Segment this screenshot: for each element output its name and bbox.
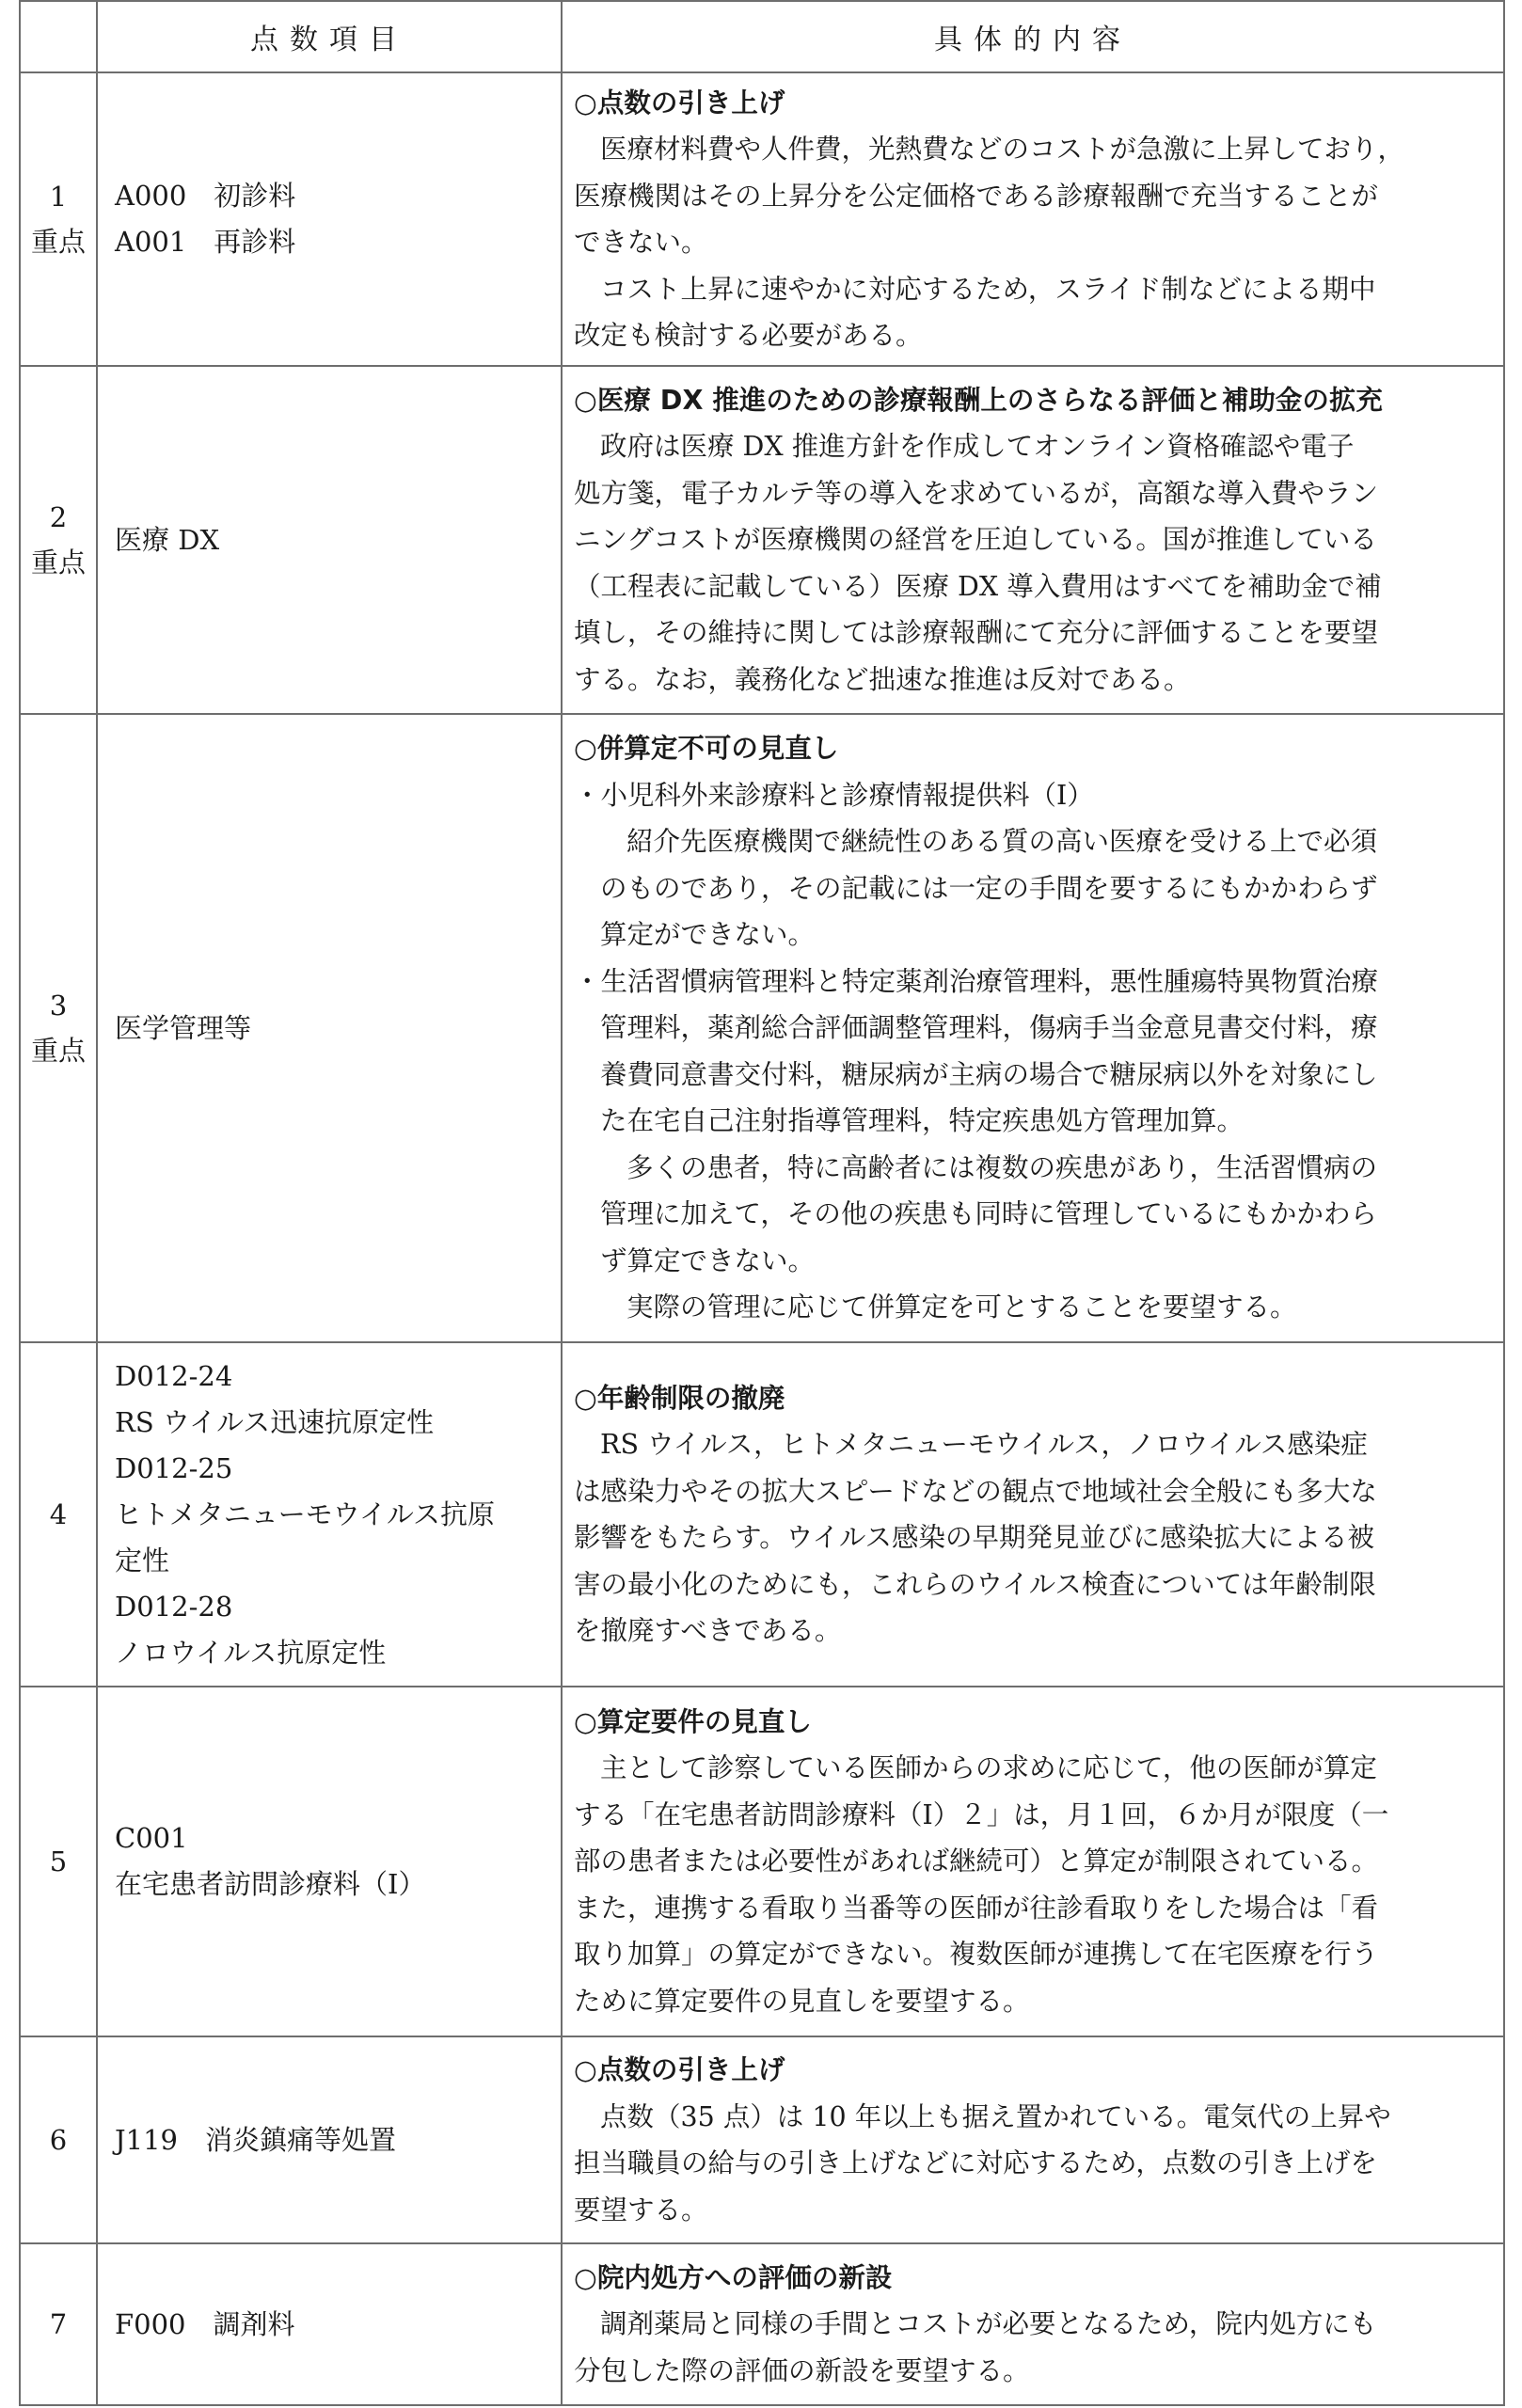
content-line: 医療材料費や人件費，光熱費などのコストが急激に上昇しており， [600,134,1405,165]
content-heading: ○点数の引き上げ [574,87,785,119]
content-line: 取り加算」の算定ができない。複数医師が連携して在宅医療を行う [574,1939,1379,1971]
content-heading: ○年齢制限の撤廃 [574,1382,785,1414]
content-heading: ○医療 DX 推進のための診療報酬上のさらなる評価と補助金の拡充 [574,384,1383,416]
header-no [20,1,97,72]
table-row [20,366,1504,714]
row-number-cell [20,72,97,366]
content-cell [562,714,1504,1342]
content-line: ために算定要件の見直しを要望する。 [574,1985,1030,2017]
row-number-cell [20,1687,97,2036]
content-cell [562,366,1504,714]
content-line: 算定ができない。 [600,919,816,951]
priority-label: 重点 [30,1035,86,1067]
item-cell [97,2243,562,2405]
item-cell [97,366,562,714]
row-number: 1 [49,181,68,213]
content-line: 処方箋，電子カルテ等の導入を求めているが，高額な導入費やラン [574,477,1379,509]
item-line: 医療 DX [115,523,220,556]
content-line: 管理料，薬剤総合評価調整管理料，傷病手当金意見書交付料，療 [600,1012,1378,1044]
table-row [20,2243,1504,2405]
row-number-cell [20,2243,97,2405]
item-line: 医学管理等 [115,1011,252,1044]
item-line: J119 消炎鎮痛等処置 [115,2123,396,2156]
item-cell [97,2036,562,2243]
content-line: 医療機関はその上昇分を公定価格である診療報酬で充当することが [574,180,1379,212]
item-cell [97,72,562,366]
row-number-cell [20,366,97,714]
content-line: 実際の管理に応じて併算定を可とすることを要望する。 [626,1291,1297,1323]
content-line: は感染力やその拡大スピードなどの観点で地域社会全般にも多大な [574,1475,1377,1507]
item-cell [97,714,562,1342]
content-line: のものであり，その記載には一定の手間を要するにもかかわらず [600,872,1378,904]
row-number: 7 [49,2308,68,2340]
item-line: A000 初診料 [115,180,296,212]
row-number: 3 [49,990,68,1022]
row-number: 4 [49,1498,68,1530]
table-row [20,1687,1504,2036]
content-heading: ○院内処方への評価の新設 [574,2261,893,2293]
content-heading: ○併算定不可の見直し [574,733,839,765]
item-line: ヒトメタニューモウイルス抗原 [115,1497,495,1530]
row-number: 5 [49,1846,68,1877]
content-line: （工程表に記載している）医療 DX 導入費用はすべてを補助金で補 [574,570,1382,602]
header-row [20,1,1504,72]
content-line: 要望する。 [574,2194,708,2226]
content-line: する。なお，義務化など拙速な推進は反対である。 [574,663,1191,695]
row-number-cell [20,714,97,1342]
row-number: 6 [49,2124,68,2156]
item-line: D012-25 [115,1451,233,1484]
content-line: 調剤薬局と同様の手間とコストが必要となるため，院内処方にも [600,2308,1377,2340]
content-heading: ○算定要件の見直し [574,1705,812,1737]
requests-table [19,0,1505,2406]
content-line: を撤廃すべきである。 [574,1615,842,1646]
table-row [20,72,1504,366]
content-line: 担当職員の給与の引き上げなどに対応するため，点数の引き上げを [574,2147,1377,2178]
content-line: た在宅自己注射指導管理料，特定疾患処方管理加算。 [600,1105,1245,1137]
item-cell [97,1342,562,1687]
item-line: F000 調剤料 [115,2307,295,2340]
content-line: 填し，その維持に関しては診療報酬にて充分に評価することを要望 [574,617,1379,649]
item-line: RS ウイルス迅速抗原定性 [115,1405,435,1438]
content-line: 多くの患者，特に高齢者には複数の疾患があり，生活習慣病の [626,1151,1378,1183]
item-line: A001 再診料 [115,226,296,258]
content-line: 紹介先医療機関で継続性のある質の高い医療を受ける上で必須 [626,826,1378,858]
content-line: 主として診察している医師からの求めに応じて，他の医師が算定 [600,1752,1377,1784]
item-line: 在宅患者訪問診療料（Ⅰ） [115,1868,426,1900]
item-line: D012-24 [115,1359,233,1392]
content-line: 政府は医療 DX 推進方針を作成してオンライン資格確認や電子 [600,431,1355,463]
content-cell [562,1687,1504,2036]
content-line: 改定も検討する必要がある。 [574,320,923,351]
content-line: 害の最小化のためにも，これらのウイルス検査については年齢制限 [574,1568,1376,1600]
content-line: 管理に加えて，その他の疾患も同時に管理しているにもかかわら [600,1198,1377,1230]
content-line: 影響をもたらす。ウイルス感染の早期発見並びに感染拡大による被 [574,1522,1375,1553]
row-number-cell [20,1342,97,1687]
content-cell [562,1342,1504,1687]
content-line: 分包した際の評価の新設を要望する。 [574,2354,1030,2386]
table-row [20,2036,1504,2243]
content-line: ず算定できない。 [600,1244,816,1276]
content-line: コスト上昇に速やかに対応するため，スライド制などによる期中 [600,273,1376,305]
content-cell [562,2036,1504,2243]
content-line: できない。 [574,227,708,258]
bullet-line: ・生活習慣病管理料と特定薬剤治療管理料，悪性腫瘍特異物質治療 [574,965,1379,997]
item-line: ノロウイルス抗原定性 [115,1636,387,1669]
content-line: 点数（35 点）は 10 年以上も据え置かれている。電気代の上昇や [600,2100,1391,2132]
content-line: RS ウイルス，ヒトメタニューモウイルス，ノロウイルス感染症 [600,1429,1368,1460]
content-line: また，連携する看取り当番等の医師が往診看取りをした場合は「看 [574,1892,1379,1924]
row-number-cell [20,2036,97,2243]
item-line: 定性 [115,1544,170,1576]
table-row [20,714,1504,1342]
item-line: D012-28 [115,1590,233,1623]
bullet-line: ・小児科外来診療料と診療情報提供料（Ⅰ） [574,779,1094,811]
item-cell [97,1687,562,2036]
content-cell [562,2243,1504,2405]
content-heading: ○点数の引き上げ [574,2054,785,2085]
row-number: 2 [49,501,68,533]
header-item: 点数項目 [97,1,562,72]
table-row [20,1342,1504,1687]
priority-label: 重点 [30,547,86,578]
content-line: 部の患者または必要性があれば継続可）と算定が制限されている。 [574,1846,1379,1877]
header-content: 具体的内容 [562,1,1504,72]
content-line: する「在宅患者訪問診療料（Ⅰ）２」は，月１回，６か月が限度（一 [574,1798,1389,1830]
content-line: ニングコストが医療機関の経営を圧迫している。国が推進している [574,524,1377,556]
item-line: C001 [115,1822,188,1854]
content-cell [562,72,1504,366]
content-line: 養費同意書交付料，糖尿病が主病の場合で糖尿病以外を対象にし [600,1058,1378,1090]
priority-label: 重点 [30,226,86,258]
